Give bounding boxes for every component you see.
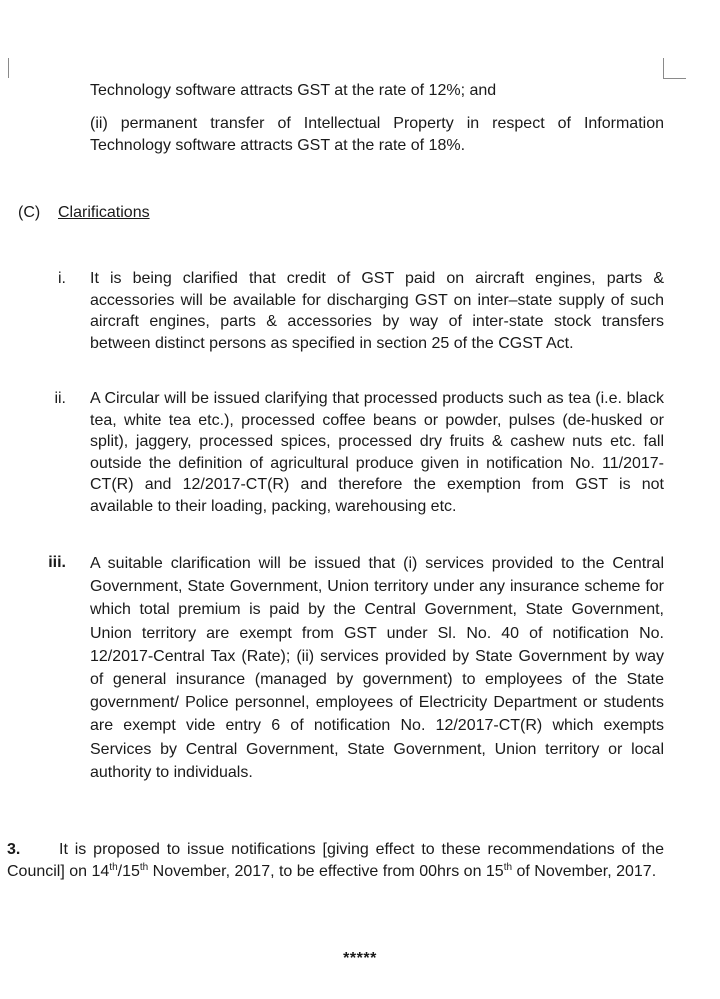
- paragraph-3-text: /15: [117, 862, 140, 880]
- section-heading: [18, 202, 150, 224]
- paragraph-3: [7, 839, 664, 882]
- end-marker: *****: [343, 950, 377, 967]
- section-label: (C): [18, 204, 41, 221]
- paragraph-3-text: of November, 2017.: [512, 862, 657, 880]
- list-item-numeral: iii.: [48, 554, 66, 571]
- sub-item-ii-paragraph: (ii) permanent transfer of Intellectual Property in respect of Information Technology software attracts GST at the rate of 18%.: [90, 115, 664, 154]
- list-item-text: A suitable clarification will be issued that (i) services provided to the Central Government, State Government, Union territory under any insurance scheme for which total premium is paid by the Central Government, State Government, Union territory are exempt from GST under Sl. No. 40 of notification No. 12/2017-Central Tax (Rate); (ii) services provided by State Government by way of general insurance (managed by government) to employees of the State government/ Police personnel, employees of Electricity Department or students are exempt vide entry 6 of notification No. 12/2017-CT(R) which exempts Services by Central Government, State Government, Union territory or local authority to individuals.: [90, 555, 664, 781]
- paragraph-3-text: November, 2017, to be effective from 00hrs on 15: [148, 862, 504, 880]
- superscript: th: [503, 861, 513, 873]
- right-crop-mark: [663, 58, 686, 79]
- superscript: th: [139, 861, 149, 873]
- paragraph-number: 3.: [7, 841, 21, 858]
- list-item-numeral: i.: [58, 270, 66, 287]
- list-item-numeral: ii.: [54, 390, 66, 407]
- left-crop-mark: [8, 58, 9, 78]
- list-item-text: It is being clarified that credit of GST paid on aircraft engines, parts & accessories will be available for discharging GST on inter–state supply of such aircraft engines, parts & accessories by way of inter-state stock transfers between distinct persons as specified in section 25 of the CGST Act.: [90, 270, 664, 352]
- paragraph-3-text: It is proposed to issue notifications [giving effect to these recommendations of the Council] on 14: [7, 841, 664, 880]
- list-item-text: A Circular will be issued clarifying that processed products such as tea (i.e. black tea, white tea etc.), processed coffee beans or powder, pulses (de-husked or split), jaggery, processed spices, processed dry fruits & cashew nuts etc. fall outside the definition of agricultural produce given in notification No. 11/2017-CT(R) and 12/2017-CT(R) and therefore the exemption from GST is not available to their loading, packing, warehousing etc.: [90, 390, 664, 515]
- continued-paragraph: Technology software attracts GST at the rate of 12%; and: [90, 82, 497, 99]
- section-title: Clarifications: [58, 204, 150, 221]
- superscript: th: [109, 861, 118, 873]
